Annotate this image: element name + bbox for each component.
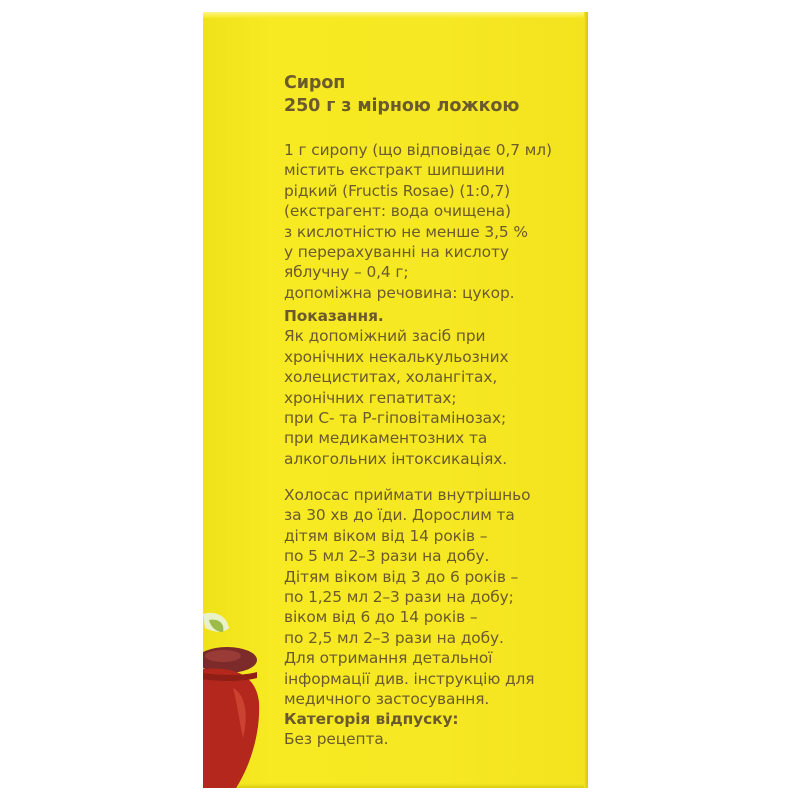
product-title [284,72,519,118]
dosage-line: по 1,25 мл 2–3 рази на добу; [284,588,514,607]
composition-line: містить екстракт шипшини [284,161,505,180]
package-top-edge [203,12,588,18]
package-right-edge [584,12,588,788]
indications-line: при медикаментозних та [284,429,488,448]
composition-line: допоміжна речовина: цукор. [284,283,515,302]
dosage-section [284,485,534,709]
dosage-line: віком від 6 до 14 років – [284,608,478,627]
composition-line: з кислотністю не менше 3,5 % [284,222,528,241]
dosage-line: Холосас приймати внутрішньо [284,486,531,504]
indications-line: холециститах, холангітах, [284,368,498,387]
pot-body [203,669,259,788]
dispensing-heading: Категорія відпуску: [284,710,459,728]
dispensing-value: Без рецепта. [284,730,389,749]
title-line-2: 250 г з мірною ложкою [284,96,520,116]
dispensing-section [284,709,458,750]
dosage-line: дітям віком від 14 років – [284,526,488,545]
indications-line: алкогольних інтоксикаціях. [284,449,508,468]
dosage-line: по 5 мл 2–3 рази на добу. [284,547,490,566]
composition-line: 1 г сиропу (що відповідає 0,7 мл) [284,141,552,159]
composition-line: рідкий (Fructis Rosae) (1:0,7) [284,181,511,200]
pot-lid-highlight [205,650,241,662]
indications-heading: Показання. [284,307,384,325]
dosage-line: Для отримання детальної [284,649,493,668]
dosage-line: за 30 хв до їди. Дорослим та [284,506,515,525]
composition-section [284,140,552,303]
rosehip-pot-illustration [203,610,283,788]
composition-line: у перерахуванні на кислоту [284,243,509,262]
dosage-line: Дітям віком від 3 до 6 років – [284,567,519,586]
package-side-panel [203,12,588,788]
dosage-line: медичного застосування. [284,690,490,709]
indications-line: Як допоміжний засіб при [284,327,486,346]
indications-section [284,306,509,469]
indications-line: хронічних некалькульозних [284,347,509,366]
composition-line: (екстрагент: вода очищена) [284,202,511,221]
composition-line: яблучну – 0,4 г; [284,263,409,282]
dosage-line: інформації див. інструкцію для [284,669,535,688]
indications-line: при С- та Р-гіповітамінозах; [284,409,507,428]
dosage-line: по 2,5 мл 2–3 рази на добу. [284,628,504,647]
indications-line: хронічних гепатитах; [284,388,457,407]
title-line-1: Сироп [284,73,346,93]
